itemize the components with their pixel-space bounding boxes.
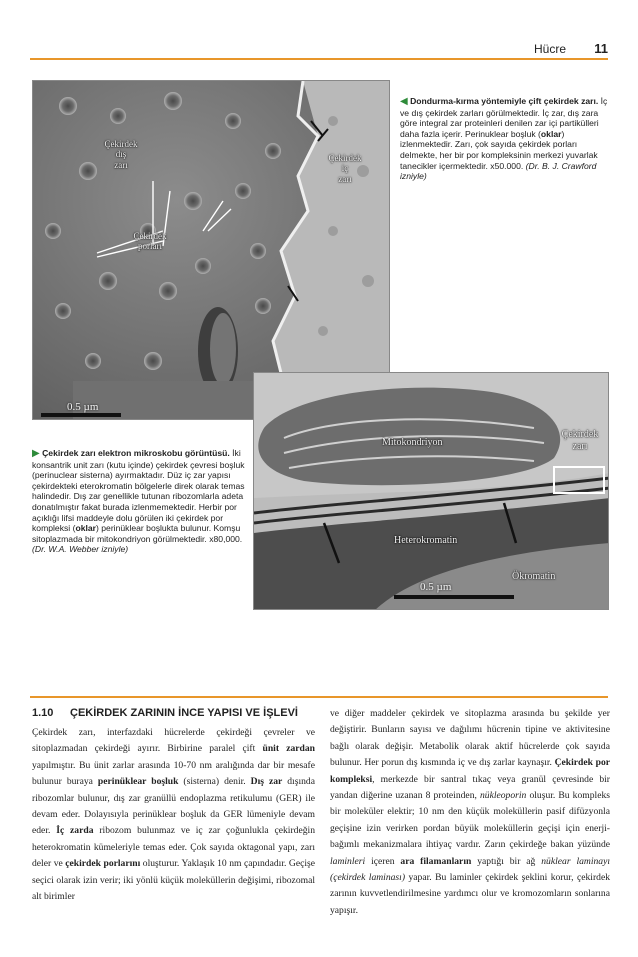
text-run: çekirdek porlarını: [65, 858, 141, 870]
section-title: ÇEKİRDEK ZARININ İNCE YAPISI VE İŞLEVİ: [70, 707, 298, 719]
text-run: İç zarda: [56, 825, 94, 837]
section-heading: [32, 706, 315, 721]
section-number: 1.10: [32, 707, 54, 719]
caption-marker-left-icon: ◀: [400, 96, 408, 107]
mitochondria-label: Mitokondriyon: [382, 437, 443, 448]
text-run: Çekirdek zarı, interfazdaki hücrelerde çekirdeği çevreler ve sitoplazmadan çekirdeği ayırır. Birbirine paralel çift: [32, 727, 315, 755]
running-section-title: Hücre: [533, 42, 566, 56]
electron-micrograph: [253, 372, 609, 610]
section-divider: [30, 696, 608, 698]
left-paragraph: [32, 725, 315, 905]
text-run: Dış zar: [250, 776, 283, 788]
euchromatin-label: Ökromatin: [512, 571, 556, 582]
inner-membrane-label: Çekirdek iç zarı: [328, 153, 362, 184]
text-run: ve diğer maddeler çekirdek ve sitoplazma arasında bu şekilde yer değiştirir. Bunların sayısı ve dağılımı hücrenin tipine ve aktivitesine bağlı olarak değişir. Metabolik olarak aktif hücrelerde çok sayıda bulunur. Her porun dış kısmında iç ve dış zarlar kaynaşır.: [330, 708, 610, 769]
text-run: yapar. Bu laminler çekirdek şeklini korur, çekirdek zarının kuvvetlendirilmesine yardımcı olur ve kromozomların sonlarına yapışır.: [330, 872, 610, 916]
outer-membrane-label: Çekirdek dış zarı: [104, 139, 138, 170]
caption-marker-right-icon: ▶: [32, 448, 40, 459]
scale-label-bottom: 0.5 µm: [420, 581, 452, 593]
page-number: 11: [594, 41, 608, 56]
figure-caption-bottom: ▶ Çekirdek zarı elektron mikroskobu görüntüsü. İki konsantrik unit zarı (kutu içinde) çekirdek çevresi boşluk (perinuclear sisterna) ayırmaktadır. Düz iç zar yapısı çekirdekteki eterokromatin bölgelerle direk olarak temas halindedir. Dış zar genellikle tutunan ribozomlarla adeta donatılmıştır fakat burada izlenmemektedir. Herbir por açıklığı lifsi maddeyle dolu görülen iki çekirdek por kompleksi (oklar) perinüklear boşlukta bulunur. Komşu sitoplazmada bir mitokondriyon görülmektedir. x80,000. (Dr. W.A. Webber izniyle): [32, 448, 245, 555]
figure-caption-top: ◀ Dondurma-kırma yöntemiyle çift çekirdek zarı. İç ve dış çekirdek zarları görülmektedir. İç zar, dış zara göre integral zar proteinleri denilen zar içi partikülleri daha fazla içerir. Perinuklear boşluk (oklar) izlenmektedir. Zarı, çok sayıda çekirdek porları delmekte, her bir por kompleksinin merkezi yuvarlak tanecikler içermektedir. x50.000. (Dr. B. J. Crawford izniyle): [400, 96, 608, 182]
text-run: oluşturur. Yaklaşık 10 nm çapındadır. Geçişe seçici olarak izin verir; iki yönlü küçük moleküllerin değişimi, ribozomal alt birimler: [32, 858, 315, 903]
left-column: [32, 706, 315, 905]
right-paragraph: [330, 706, 610, 919]
text-run: Çekirdek por kompleksi: [330, 757, 610, 785]
freeze-fracture-micrograph: [32, 80, 390, 420]
text-run: nüklear laminayı (çekirdek laminası): [330, 855, 611, 884]
nuclear-membrane-label: Çekirdek zarı: [561, 429, 599, 452]
text-run: oluşur. Bu kompleks bir moleküler elektir; 10 nm den küçük moleküllerin pasif difüzyonla geçişine izin verirken pordan büyük moleküllerin geçişi için enerji- bağımlı mekanizmalara ihtiyaç vardır. Zarın çekirdeğe bakan yüzünde: [330, 790, 610, 851]
text-run: dışında ribozomlar bulunur, dış zar granüllü endoplazma retikulumu (GER) ile devam eder. Dolayısıyla perinüklear boşluk da GER lümeniyle devam eder.: [32, 776, 315, 837]
scale-label-top: 0.5 µm: [67, 401, 99, 413]
text-run: perinüklear boşluk: [97, 776, 179, 788]
text-run: , merkezde bir santral tıkaç veya granül çevresinde bir yandan diğerine uzanan 8 proteinden,: [330, 773, 610, 802]
text-run: ara filamanların: [400, 855, 472, 867]
text-run: yaptığı bir ağ: [471, 855, 542, 867]
em-image: [254, 373, 609, 610]
text-run: ünit zardan: [262, 743, 315, 755]
text-run: laminleri: [330, 855, 366, 867]
page-header: [30, 36, 608, 60]
text-run: ribozom bulunmaz ve iç zar çoğunlukla çekirdeğin heterokromatin kümeleriyle temas eder. Çok sayıda oktagonal yapı, zarı deler ve: [32, 825, 315, 870]
heterochromatin-label: Heterokromatin: [394, 535, 458, 546]
nuclear-pores-label: Çekirdek porları: [133, 231, 167, 252]
text-run: nükleoporin: [479, 790, 527, 802]
text-run: yapılmıştır. Bu ünit zarlar arasında 10-70 nm aralığında dar bir mesafe bulunur buraya: [32, 759, 315, 788]
freeze-fracture-image: [33, 81, 390, 420]
text-run: içeren: [365, 855, 401, 867]
right-column: [330, 706, 610, 919]
text-run: (sisterna) denir.: [178, 776, 251, 788]
